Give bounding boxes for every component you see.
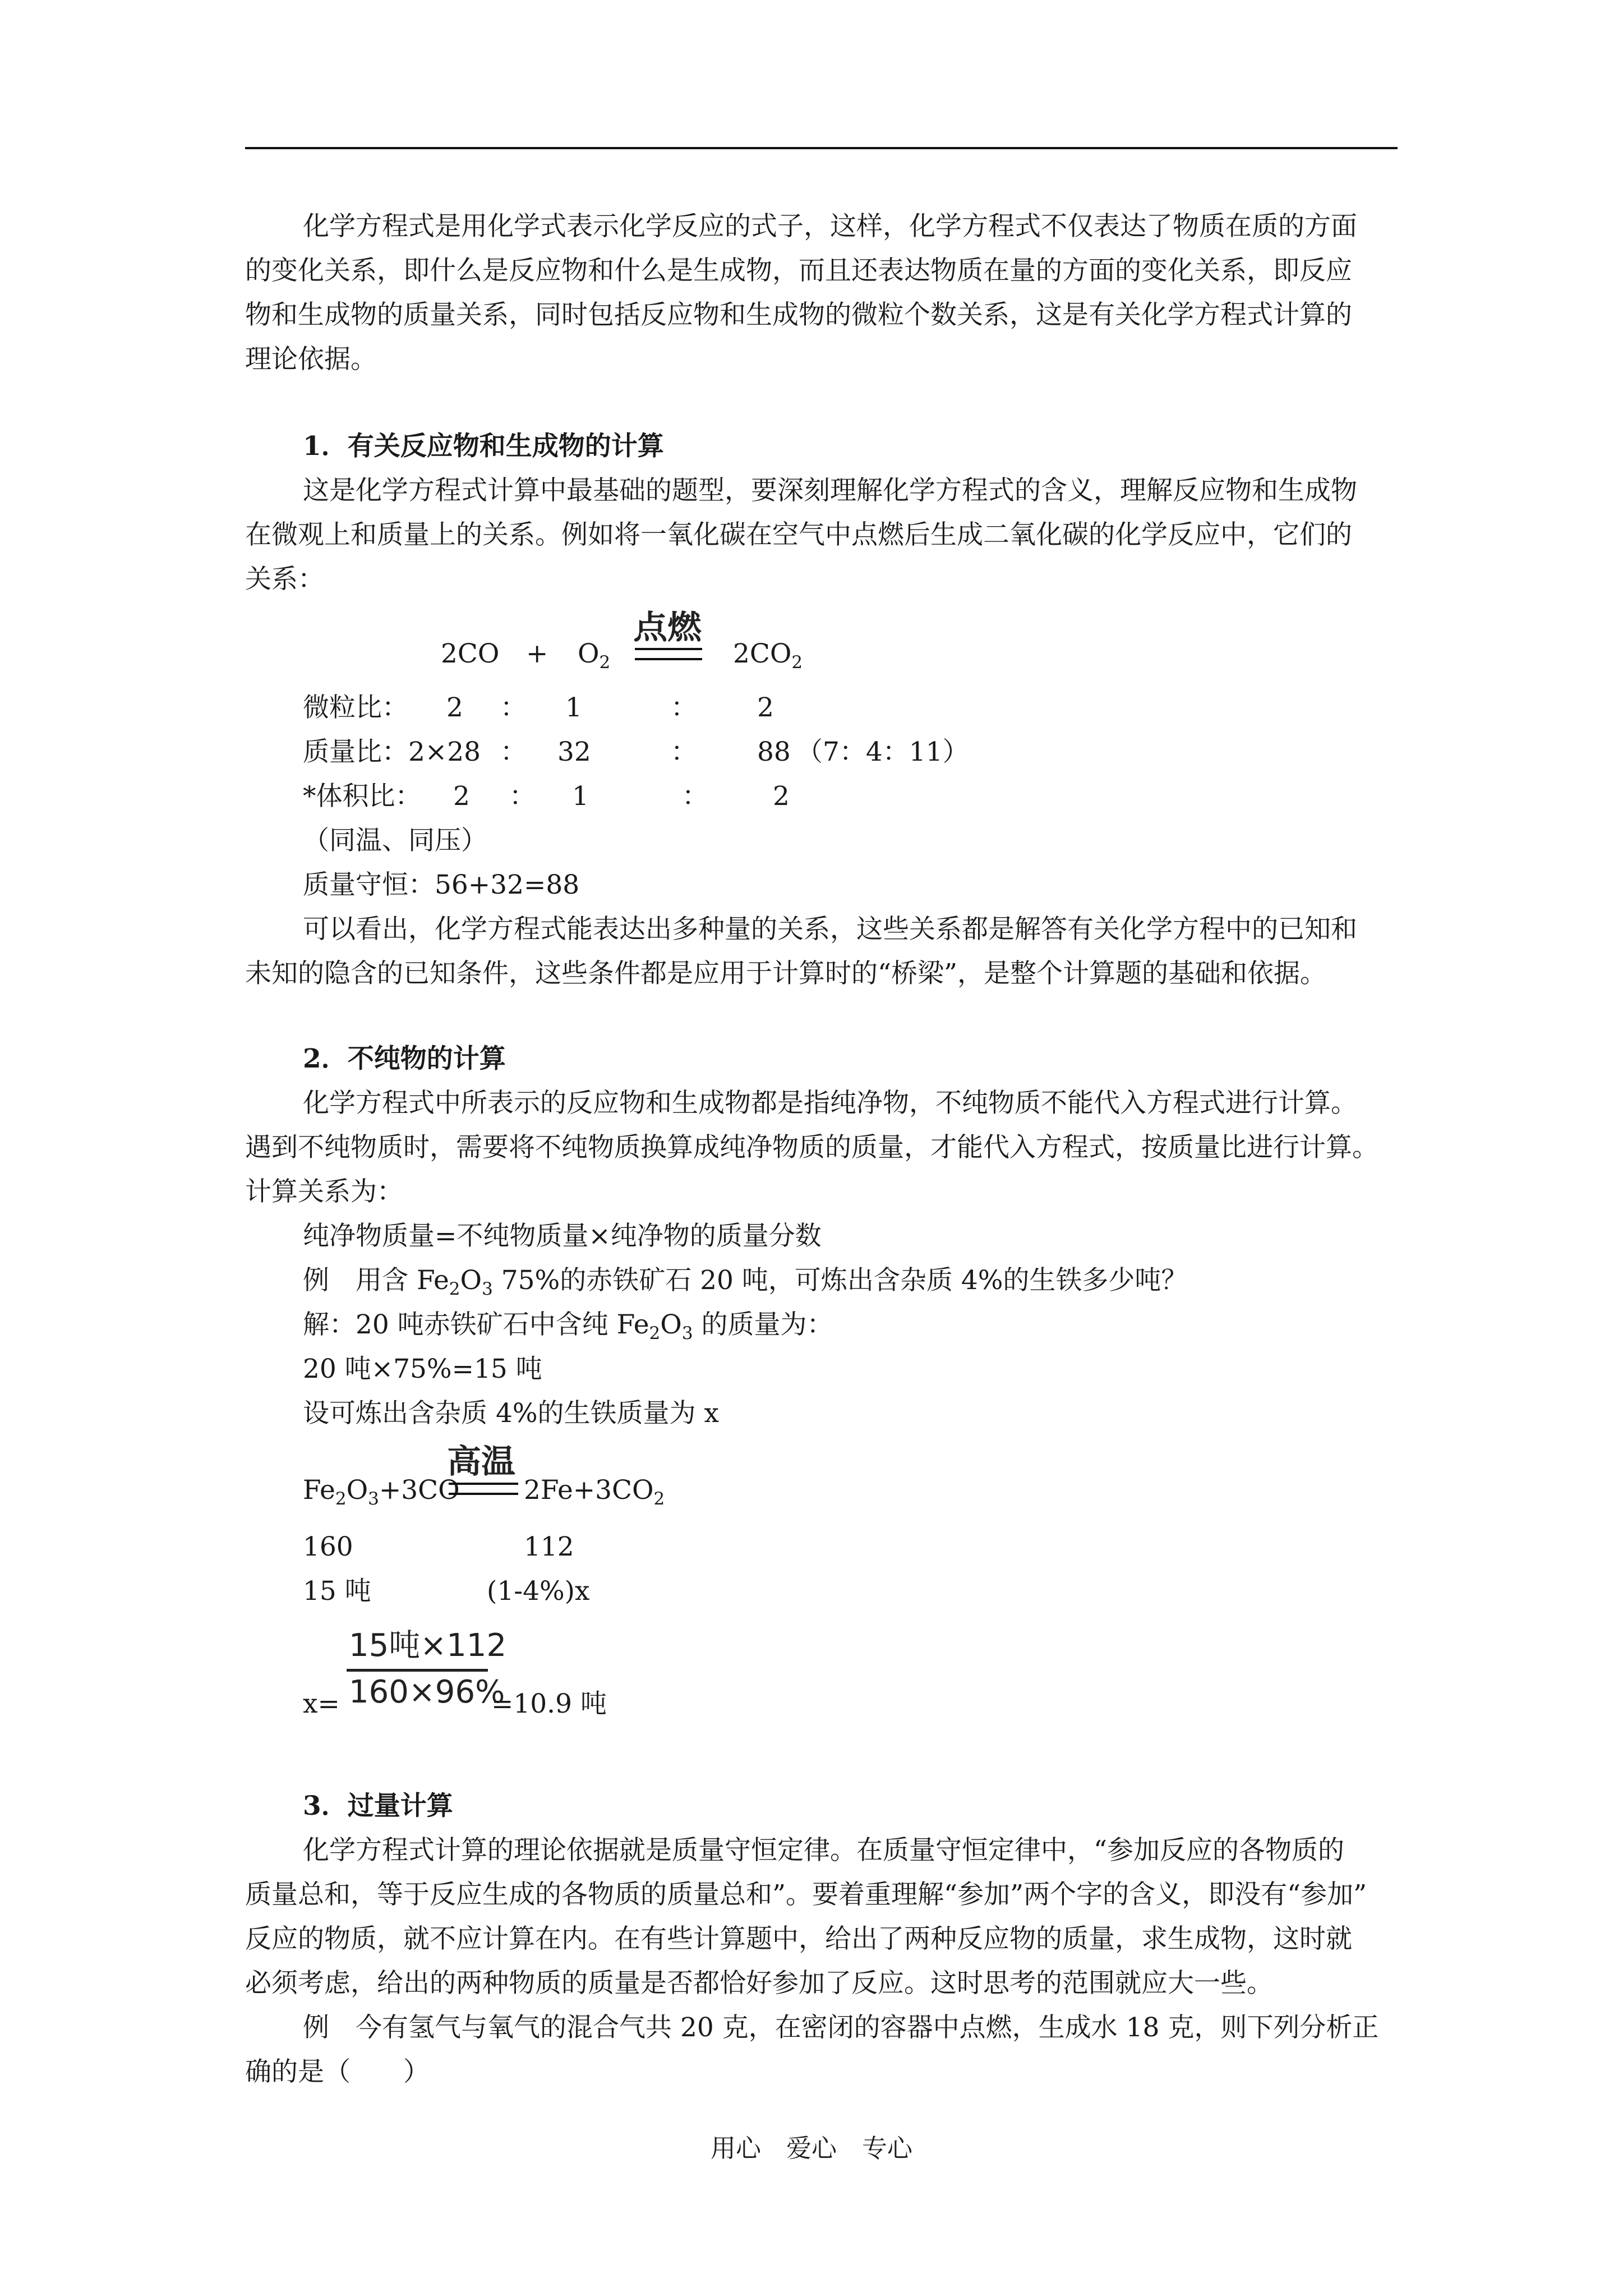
- ratio-note: （7：4：11）: [796, 737, 969, 767]
- section3-body-line: 化学方程式计算的理论依据就是质量守恒定律。在质量守恒定律中，“参加反应的各物质的: [303, 1835, 1345, 1866]
- ratio-label: 质量比：: [303, 737, 408, 767]
- section3-body-line: 反应的物质，就不应计算在内。在有些计算题中，给出了两种反应物的质量，求生成物，这时就: [245, 1924, 1352, 1954]
- ratio-label: *体积比：: [303, 781, 422, 812]
- solution-line: 解：20 吨赤铁矿石中含纯 $Fe_2O_3$ 的质量为：: [303, 1309, 833, 1343]
- summary-line: 可以看出，化学方程式能表达出多种量的关系，这些关系都是解答有关化学方程中的已知和: [303, 914, 1357, 945]
- mass-x: (1-4%)x: [487, 1576, 590, 1607]
- calc-line: 20 吨×75%=15 吨: [303, 1354, 542, 1384]
- intro-paragraph: [245, 204, 1398, 381]
- section2-body-line: 遇到不纯物质时，需要将不纯物质换算成纯净物质的质量，才能代入方程式，按质量比进行计算。: [245, 1132, 1378, 1163]
- ratio-separator: ：: [509, 781, 536, 812]
- purity-formula: 纯净物质量=不纯物质量×纯净物的质量分数: [303, 1221, 822, 1251]
- ratio-separator: ：: [500, 692, 527, 723]
- mass-conservation: 质量守恒：56+32=88: [303, 869, 580, 900]
- section3-body-line: 质量总和，等于反应生成的各物质的质量总和”。要着重理解“参加”两个字的含义，即没有“参加”: [245, 1879, 1367, 1910]
- equation-right: $2Fe+3CO_2$: [524, 1475, 665, 1509]
- let-line: 设可炼出含杂质 4%的生铁质量为 x: [303, 1398, 719, 1429]
- ratio-separator: ：: [500, 737, 527, 767]
- mass-160: 160: [303, 1531, 353, 1562]
- fraction-bar: [347, 1669, 488, 1672]
- ratio-value: 2: [453, 781, 470, 812]
- condition-ignite: 点燃: [633, 608, 702, 646]
- section2-heading: 2．不纯物的计算: [303, 1043, 506, 1074]
- mass-112: 112: [524, 1531, 574, 1562]
- equation-reactant-o2: $O_2$: [578, 638, 611, 673]
- ratio-value: 2: [757, 692, 774, 723]
- ratio-separator: ：: [671, 737, 697, 767]
- ratio-value: 1: [565, 692, 582, 723]
- section1-body-line: 关系：: [245, 564, 324, 595]
- mass-15t: 15 吨: [303, 1576, 371, 1607]
- equation-plus: +: [526, 638, 548, 669]
- intro-line: 物和生成物的质量关系，同时包括反应物和生成物的微粒个数关系，这是有关化学方程式计算的: [245, 300, 1352, 330]
- equation-left: $Fe_2O_3+3CO$: [303, 1475, 460, 1509]
- conditions-note: （同温、同压）: [303, 825, 487, 856]
- condition-high-temp: 高温: [447, 1442, 515, 1480]
- intro-line: 化学方程式是用化学式表示化学反应的式子，这样，化学方程式不仅表达了物质在质的方面: [303, 211, 1357, 242]
- equation-double-line: [635, 648, 702, 660]
- section3-body-line: 必须考虑，给出的两种物质的质量是否都恰好参加了反应。这时思考的范围就应大一些。: [245, 1968, 1273, 1999]
- section2-body-line: 化学方程式中所表示的反应物和生成物都是指纯净物，不纯物质不能代入方程式进行计算。: [303, 1088, 1357, 1119]
- ratio-value: 2: [446, 692, 463, 723]
- section1-body-line: 在微观上和质量上的关系。例如将一氧化碳在空气中点燃后生成二氧化碳的化学反应中，它们的: [245, 519, 1352, 550]
- x-result: =10.9 吨: [491, 1688, 607, 1719]
- page-footer: 用心 爱心 专心: [710, 2133, 912, 2163]
- section1-tail: [245, 818, 1398, 996]
- fraction-denominator: 160×96%: [349, 1674, 505, 1710]
- ratio-separator: ：: [671, 692, 697, 723]
- header-rule: [245, 147, 1398, 149]
- intro-line: 的变化关系，即什么是反应物和什么是生成物，而且还表达物质在量的方面的变化关系，即反应: [245, 255, 1352, 286]
- ratio-value: 2×28: [408, 737, 481, 767]
- section3-example-line: 例 今有氢气与氧气的混合气共 20 克，在密闭的容器中点燃，生成水 18 克，则下列分析正: [303, 2012, 1379, 2043]
- section2: [245, 1037, 1398, 1435]
- equation-reactant-co: 2CO: [441, 638, 500, 669]
- ratio-separator: ：: [682, 781, 708, 812]
- equation-product-co2: $2CO_2$: [733, 638, 803, 673]
- section3: [245, 1784, 1398, 2094]
- section3-heading: 3．过量计算: [303, 1791, 453, 1821]
- x-label: x=: [303, 1688, 340, 1719]
- ratio-value: 32: [557, 737, 591, 767]
- equation-double-line: [449, 1483, 518, 1495]
- fraction-numerator: 15吨×112: [349, 1627, 507, 1664]
- summary-line: 未知的隐含的已知条件，这些条件都是应用于计算时的“桥梁”，是整个计算题的基础和依据。: [245, 958, 1327, 989]
- section1-body-line: 这是化学方程式计算中最基础的题型，要深刻理解化学方程式的含义，理解反应物和生成物: [303, 475, 1357, 506]
- example-question: 例 用含 $Fe_2O_3$ 75%的赤铁矿石 20 吨，可炼出含杂质 4%的生铁多少吨？: [303, 1265, 1188, 1299]
- section3-example-line: 确的是（ ）: [245, 2056, 430, 2087]
- section1-heading: 1．有关反应物和生成物的计算: [303, 431, 664, 462]
- ratio-value: 2: [773, 781, 790, 812]
- section1: [245, 424, 1398, 601]
- ratio-label: 微粒比：: [303, 692, 408, 723]
- section2-body-line: 计算关系为：: [245, 1176, 403, 1207]
- intro-line: 理论依据。: [245, 344, 377, 375]
- ratio-value: 88: [757, 737, 791, 767]
- ratio-value: 1: [572, 781, 589, 812]
